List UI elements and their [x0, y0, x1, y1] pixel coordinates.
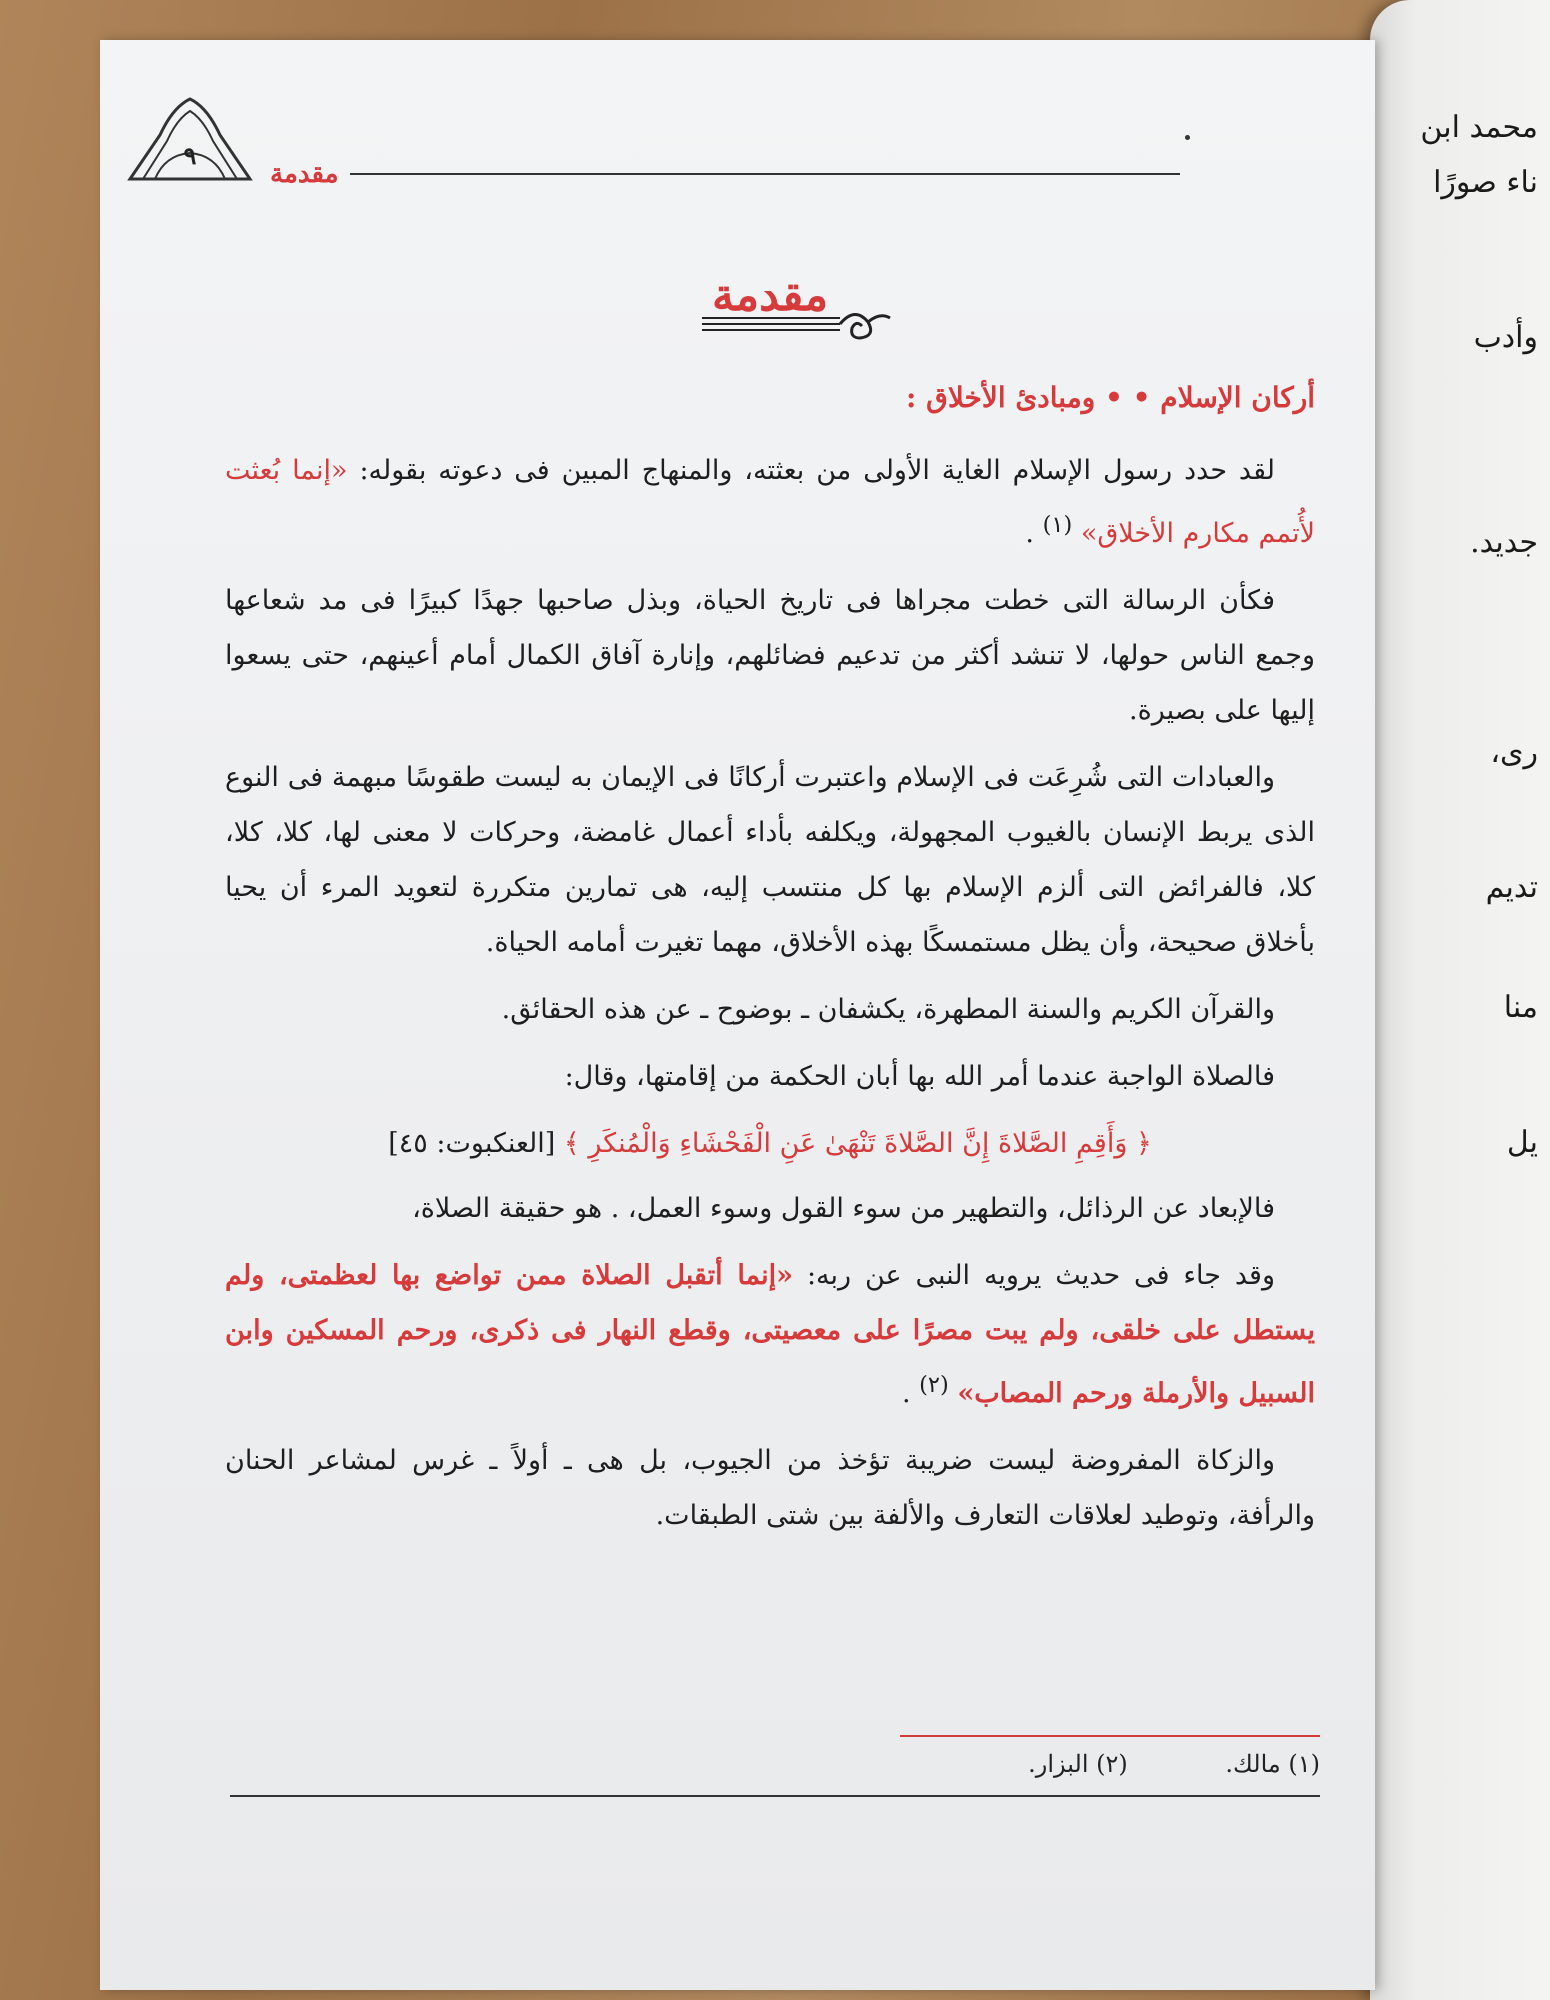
page-body	[225, 370, 1315, 1555]
adjacent-page-text: محمد ابن	[1420, 110, 1538, 145]
adjacent-page-text: وأدب	[1473, 320, 1538, 355]
paragraph: والعبادات التى شُرِعَت فى الإسلام واعتبرت أركانًا فى الإيمان به ليست طقوسًا مبهمة فى النوع الذى يربط الإنسان بالغيوب المجهولة، ويكلفه بأداء أعمال غامضة، وحركات لا معنى لها، كلا، كلا، كلا، فالفرائض التى ألزم الإسلام بها كل منتسب إليه، هى تمارين متكررة لتعويد المرء أن يحيا بأخلاق صحيحة، وأن يظل مستمسكًا بهذه الأخلاق، مهما تغيرت أمامه الحياة.	[225, 762, 1315, 958]
paragraph	[225, 1248, 1315, 1421]
page-header	[125, 95, 1285, 189]
adjacent-page-text: يل	[1506, 1125, 1538, 1160]
verse-text: ﴿ وَأَقِمِ الصَّلاةَ إِنَّ الصَّلاةَ تَنْهَىٰ عَنِ الْفَحْشَاءِ وَالْمُنكَرِ ﴾	[563, 1128, 1152, 1159]
header-dot	[1185, 135, 1190, 140]
header-rule	[350, 173, 1180, 175]
footnotes	[780, 1750, 1320, 1778]
paragraph-text: لقد حدد رسول الإسلام الغاية الأولى من بعثته، والمنهاج المبين فى دعوته بقوله:	[359, 455, 1275, 486]
bottom-rule	[230, 1795, 1320, 1797]
adjacent-page	[1370, 0, 1550, 2000]
hadith-quote: «إنما أتقبل الصلاة ممن تواضع بها لعظمتى، ولم يستطل على خلقى، ولم يبت مصرًا على معصيتى، وقطع النهار فى ذكرى، ورحم المسكين وابن السبيل والأرملة ورحم المصاب»	[225, 1260, 1315, 1409]
paragraph: فالصلاة الواجبة عندما أمر الله بها أبان الحكمة من إقامتها، وقال:	[564, 1061, 1275, 1092]
paragraph-end: .	[1025, 518, 1034, 549]
page-number: ٩	[183, 141, 197, 170]
footnote-ref: (٢)	[919, 1372, 949, 1398]
adjacent-page-text: منا	[1503, 990, 1538, 1025]
chapter-title: مقدمة	[711, 270, 829, 321]
footnote: (١) مالك.	[1225, 1750, 1320, 1778]
paragraph-text: وقد جاء فى حديث يرويه النبى عن ربه:	[806, 1260, 1275, 1291]
paragraph: فالإبعاد عن الرذائل، والتطهير من سوء القول وسوء العمل، . هو حقيقة الصلاة،	[412, 1193, 1275, 1224]
running-title: مقدمة	[270, 159, 339, 189]
verse-reference: [العنكبوت: ٤٥]	[388, 1128, 556, 1159]
paragraph	[225, 443, 1315, 561]
chapter-title-block	[600, 270, 900, 350]
adjacent-page-text: جديد.	[1470, 525, 1538, 560]
quran-verse	[225, 1116, 1315, 1171]
paragraph: والقرآن الكريم والسنة المطهرة، يكشفان ـ بوضوح ـ عن هذه الحقائق.	[501, 994, 1275, 1025]
section-subheading: أركان الإسلام • • ومبادئ الأخلاق :	[906, 381, 1315, 414]
footnote-separator	[900, 1735, 1320, 1737]
title-flourish-icon	[600, 310, 900, 350]
paragraph-end: .	[901, 1378, 911, 1409]
adjacent-page-text: رى،	[1490, 735, 1538, 770]
footnote-ref: (١)	[1042, 512, 1073, 538]
hadith-quote: «إنما بُعثت لأُتمم مكارم الأخلاق»	[225, 455, 1315, 549]
adjacent-page-text: ناء صورًا	[1433, 165, 1538, 200]
footnote: (٢) البزار.	[1028, 1750, 1128, 1778]
paragraph: والزكاة المفروضة ليست ضريبة تؤخذ من الجيوب، بل هى ـ أولاً ـ غرس لمشاعر الحنان والرأفة، وتوطيد لعلاقات التعارف والألفة بين شتى الطبقات.	[225, 1445, 1315, 1531]
adjacent-page-text: تديم	[1485, 870, 1538, 905]
paragraph: فكأن الرسالة التى خطت مجراها فى تاريخ الحياة، وبذل صاحبها جهدًا كبيرًا فى مد شعاعها وجمع الناس حولها، لا تنشد أكثر من تدعيم فضائلهم، وإنارة آفاق الكمال أمام أعينهم، حتى يسعوا إليها على بصيرة.	[225, 585, 1315, 726]
